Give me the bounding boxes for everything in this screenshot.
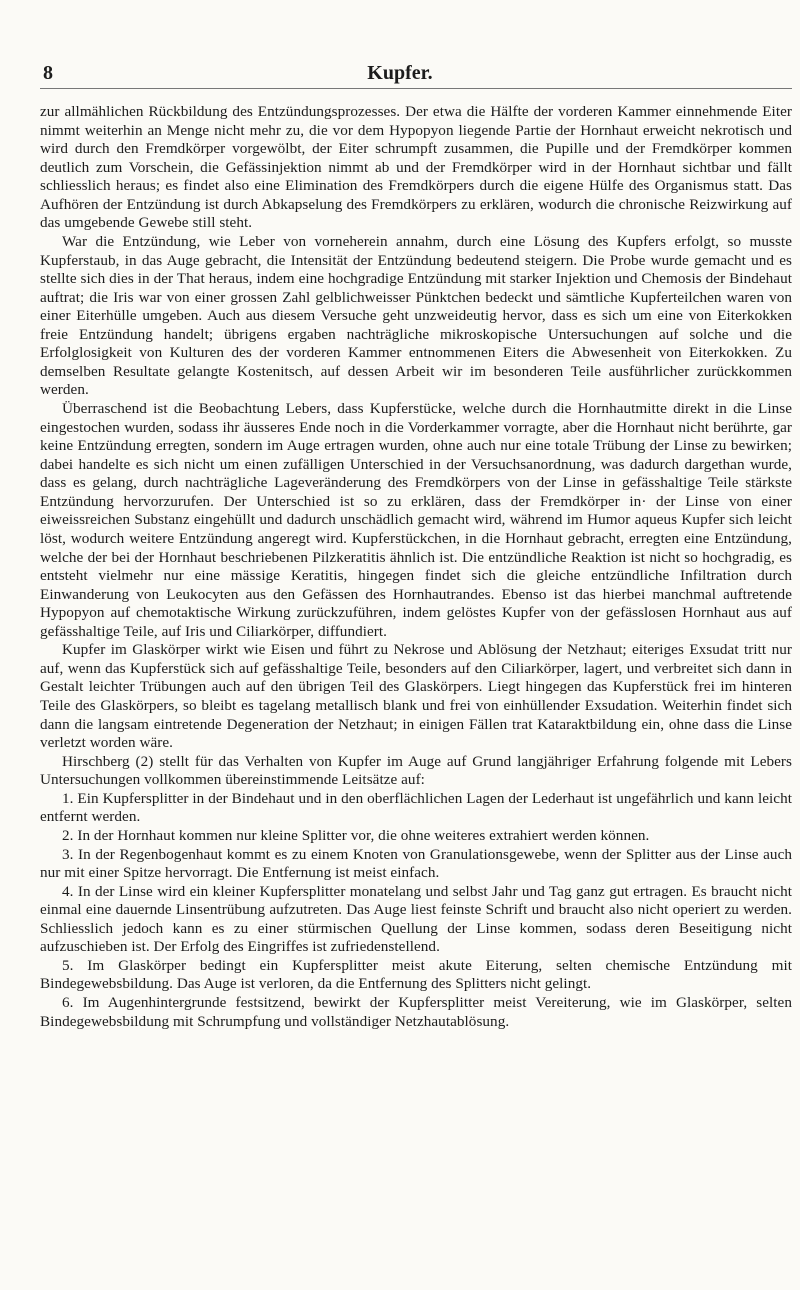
paragraph: War die Entzündung, wie Leber von vorneherein annahm, durch eine Lösung des Kupfers erfolgt, so musste Kupferstaub, in das Auge gebracht, die Intensität der Entzündung bedeutend steigern. Die Probe wurde gemacht und es stellte sich dies in der That heraus, indem eine hochgradige Entzündung mit starker Injektion und Chemosis der Bindehaut auftrat; die Iris war von einer grossen Zahl gelblichweisser Pünktchen bedeckt und sämtliche Kupferteilchen waren von einer Eiterhülle umgeben. Auch aus diesem Versuche geht unzweideutig hervor, dass es sich um eine von Eiterkokken freie Entzündung handelt; übrigens ergaben nachträgliche mikroskopische Untersuchungen auf solche und die Erfolglosigkeit von Kulturen des der vorderen Kammer entnommenen Eiters die Abwesenheit von Eiterkokken. Zu demselben Resultate gelangte Kostenitsch, auf dessen Arbeit wir im besonderen Teile ausführlicher zurückkommen werden. xyxy=(40,232,792,399)
list-item: 5. Im Glaskörper bedingt ein Kupfersplitter meist akute Eiterung, selten chemische Entzündung mit Bindegewebsbildung. Das Auge ist verloren, da die Entfernung des Splitters nicht gelingt. xyxy=(40,956,792,993)
body-text xyxy=(40,103,792,1031)
list-item: 3. In der Regenbogenhaut kommt es zu einem Knoten von Granulationsgewebe, wenn der Splitter aus der Linse auch nur mit einer Spitze hervorragt. Die Entfernung ist meist einfach. xyxy=(40,845,792,882)
paragraph: Kupfer im Glaskörper wirkt wie Eisen und führt zu Nekrose und Ablösung der Netzhaut; eiteriges Exsudat tritt nur auf, wenn das Kupferstück sich auf gefässhaltige Teile, besonders auf den Ciliarkörper, lagert, und verbreitet sich dann in Gestalt leichter Trübungen auch auf den übrigen Teil des Glaskörpers. Liegt hingegen das Kupferstück frei im hinteren Teile des Glaskörpers, so bleibt es tagelang metallisch blank und frei von einhüllender Exsudation. Weiterhin findet sich dann die langsam eintretende Degeneration der Netzhaut; in einigen Fällen trat Kataraktbildung ein, ohne dass die Linse verletzt worden wäre. xyxy=(40,641,792,752)
running-head: Kupfer. xyxy=(367,62,433,84)
list-item: 4. In der Linse wird ein kleiner Kupfersplitter monatelang und selbst Jahr und Tag ganz gut ertragen. Es braucht nicht einmal eine dauernde Linsentrübung aufzutreten. Das Auge liest feinste Schrift und braucht also nicht operiert zu werden. Schliesslich jedoch kann es zu einer stürmischen Quellung der Linse kommen, sodass deren Beseitigung nicht aufzuschieben ist. Der Erfolg des Eingriffes ist zufriedenstellend. xyxy=(40,882,792,956)
paragraph: Überraschend ist die Beobachtung Lebers, dass Kupferstücke, welche durch die Hornhautmitte direkt in die Linse eingestochen wurden, sodass ihr äusseres Ende noch in die Vorderkammer vorragte, aber die Hornhaut nicht berührte, gar keine Entzündung erregten, sondern im Auge ertragen wurden, ohne auch nur eine totale Trübung der Linse zu bewirken; dabei handelte es sich nicht um einen zufälligen Unterschied in der Versuchsanordnung, was dadurch dargethan wurde, dass es gelang, durch nachträgliche Lageveränderung des Fremdkörpers von der Linse in gefässhaltige Teile stärkste Entzündung hervorzurufen. Der Unterschied ist so zu erklären, dass der Fremdkörper in· der Linse von einer eiweissreichen Substanz eingehüllt und dadurch unschädlich gemacht wird, während im Humor aqueus Kupfer sich leicht löst, wodurch weitere Entzündung angeregt wird. Kupferstückchen, in die Hornhaut gebracht, erregten eine Entzündung, welche der bei der Hornhaut beschriebenen Pilzkeratitis ähnlich ist. Die entzündliche Reaktion ist nicht so hochgradig, es entsteht vielmehr nur eine mässige Keratitis, hingegen findet sich die gleiche entzündliche Infiltration durch Einwanderung von Leukocyten aus den Gefässen des Hornhautrandes. Ebenso ist das hierbei manchmal auftretende Hypopyon auf chemotaktische Wirkung zurückzuführen, indem gelöstes Kupfer von der gefässlosen Hornhaut aus auf gefässhaltige Teile, auf Iris und Ciliarkörper, diffundiert. xyxy=(40,400,792,640)
list-item: 1. Ein Kupfersplitter in der Bindehaut und in den oberflächlichen Lagen der Lederhaut ist ungefährlich und kann leicht entfernt werden. xyxy=(40,789,792,826)
paragraph: Hirschberg (2) stellt für das Verhalten von Kupfer im Auge auf Grund langjähriger Erfahrung folgende mit Lebers Untersuchungen vollkommen übereinstimmende Leitsätze auf: xyxy=(40,752,792,789)
list-item: 2. In der Hornhaut kommen nur kleine Splitter vor, die ohne weiteres extrahiert werden können. xyxy=(62,826,650,844)
paragraph: zur allmählichen Rückbildung des Entzündungsprozesses. Der etwa die Hälfte der vorderen Kammer einnehmende Eiter nimmt weiterhin an Menge nicht mehr zu, die vor dem Hypopyon liegende Partie der Hornhaut erweicht nekrotisch und wird durch den Fremdkörper vorgewölbt, der Eiter schrumpft zusammen, die Pupille und der Fremdkörper kommen deutlich zum Vorschein, die Gefässinjektion nimmt ab und der Fremdkörper wird in der Hornhaut sichtbar und fällt schliesslich heraus; es findet also eine Elimination des Fremdkörpers durch die eigene Hülfe des Organismus statt. Das Aufhören der Entzündung ist durch Abkapselung des Fremdkörpers zu erklären, wodurch die chronische Reizwirkung auf das umgebende Gewebe still steht. xyxy=(40,103,792,232)
list-item: 6. Im Augenhintergrunde festsitzend, bewirkt der Kupfersplitter meist Vereiterung, wie im Glaskörper, selten Bindegewebsbildung mit Schrumpfung und vollständiger Netzhautablösung. xyxy=(40,994,792,1030)
header-rule xyxy=(40,88,792,89)
page-number: 8 xyxy=(43,62,53,84)
